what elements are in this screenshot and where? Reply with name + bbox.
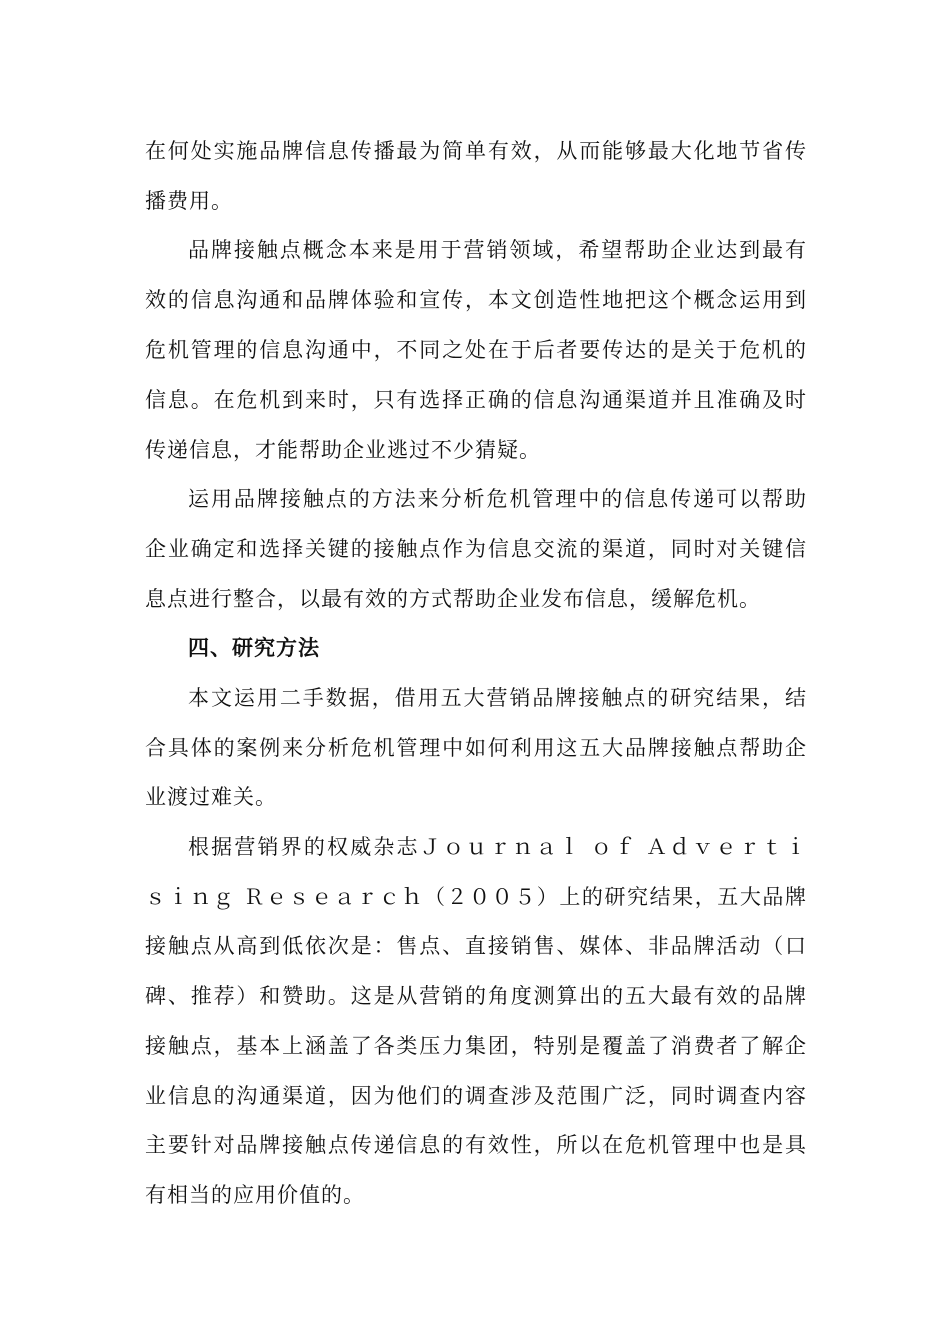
paragraph-5-line-6: 业信息的沟通渠道，因为他们的调查涉及范围广泛，同时调查内容	[145, 1084, 807, 1108]
paragraph-5-line-8: 有相当的应用价值的。	[145, 1183, 365, 1207]
paragraph-5-line-3: 接触点从高到低依次是：售点、直接销售、媒体、非品牌活动（口	[145, 934, 807, 958]
paragraph-5-line-5: 接触点，基本上涵盖了各类压力集团，特别是覆盖了消费者了解企	[145, 1034, 807, 1058]
paragraph-1-line-1: 在何处实施品牌信息传播最为简单有效，从而能够最大化地节省传	[145, 139, 807, 163]
paragraph-4-line-1: 本文运用二手数据，借用五大营销品牌接触点的研究结果，结	[188, 686, 807, 710]
paragraph-1-line-2: 播费用。	[145, 189, 233, 213]
paragraph-2-line-5: 传递信息，才能帮助企业逃过不少猜疑。	[145, 438, 541, 462]
paragraph-2-line-2: 效的信息沟通和品牌体验和宣传，本文创造性地把这个概念运用到	[145, 288, 807, 312]
paragraph-3-line-2: 企业确定和选择关键的接触点作为信息交流的渠道，同时对关键信	[145, 537, 807, 561]
paragraph-4-line-3: 业渡过难关。	[145, 785, 277, 809]
paragraph-5-line-2: ｓｉｎｇ Ｒｅｓｅａｒｃｈ（２００５）上的研究结果，五大品牌	[145, 885, 807, 909]
paragraph-5-line-1: 根据营销界的权威杂志Ｊｏｕｒｎａｌ ｏｆ Ａｄｖｅｒｔｉ	[188, 835, 807, 859]
paragraph-5-line-7: 主要针对品牌接触点传递信息的有效性，所以在危机管理中也是具	[145, 1133, 807, 1157]
section-heading: 四、研究方法	[188, 636, 320, 660]
paragraph-5-line-4: 碑、推荐）和赞助。这是从营销的角度测算出的五大最有效的品牌	[145, 984, 807, 1008]
paragraph-3-line-3: 息点进行整合，以最有效的方式帮助企业发布信息，缓解危机。	[145, 587, 761, 611]
paragraph-2-line-3: 危机管理的信息沟通中，不同之处在于后者要传达的是关于危机的	[145, 338, 807, 362]
paragraph-3-line-1: 运用品牌接触点的方法来分析危机管理中的信息传递可以帮助	[188, 487, 807, 511]
paragraph-2-line-4: 信息。在危机到来时，只有选择正确的信息沟通渠道并且准确及时	[145, 388, 807, 412]
paragraph-2-line-1: 品牌接触点概念本来是用于营销领域，希望帮助企业达到最有	[188, 238, 807, 262]
paragraph-4-line-2: 合具体的案例来分析危机管理中如何利用这五大品牌接触点帮助企	[145, 736, 807, 760]
